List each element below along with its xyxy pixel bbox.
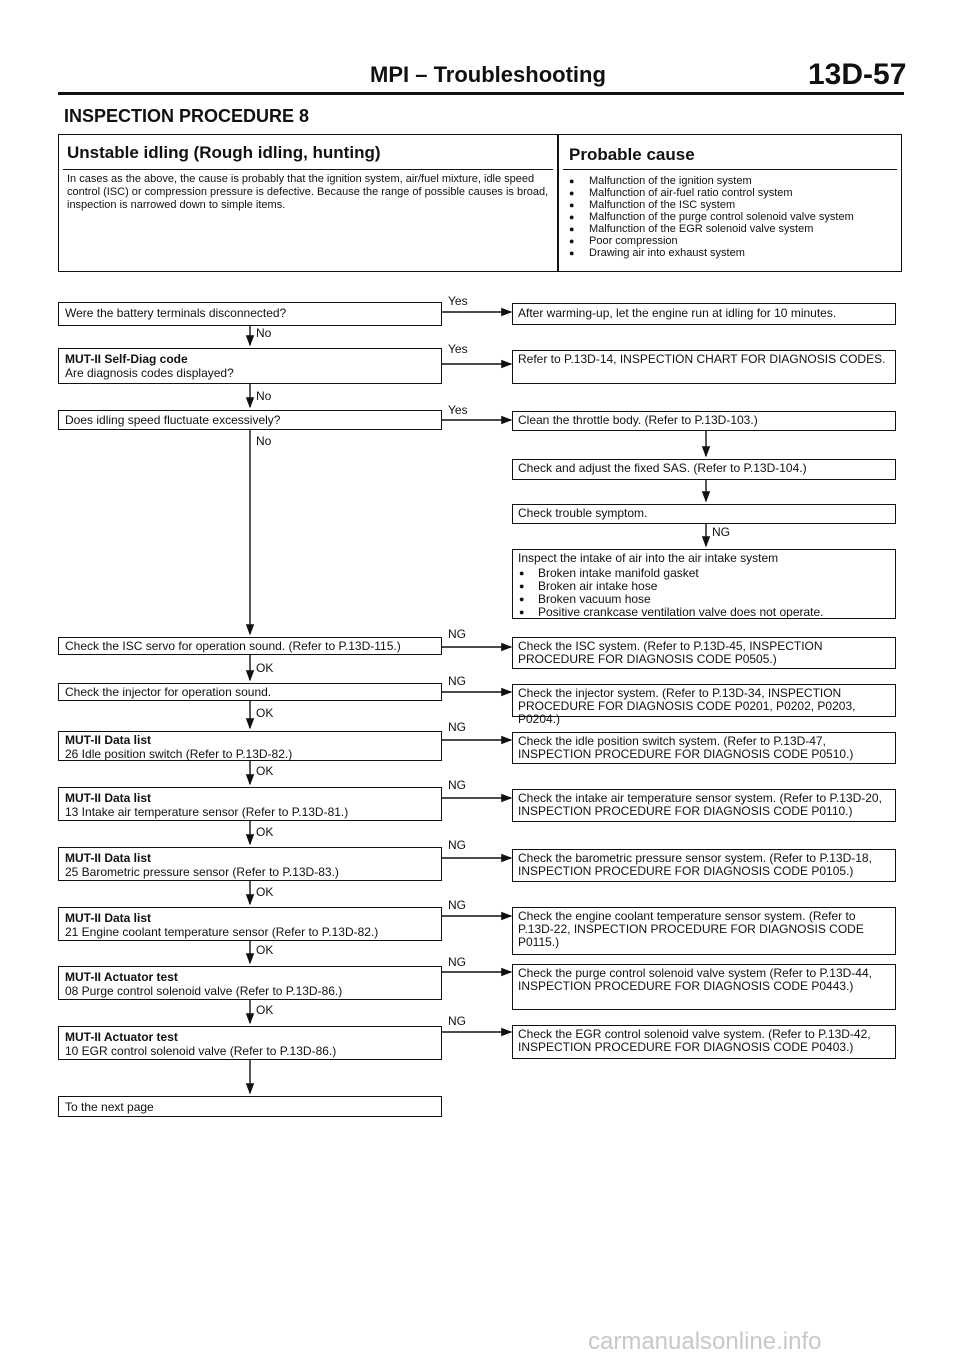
check-result-box bbox=[512, 637, 896, 669]
check-result-box bbox=[512, 849, 896, 882]
diag-codes-result: Refer to P.13D-14, INSPECTION CHART FOR DIAGNOSIS CODES. bbox=[518, 352, 886, 366]
ok-label: OK bbox=[256, 885, 274, 899]
yes-label: Yes bbox=[448, 403, 468, 417]
inspect-item: ● Positive crankcase ventilation valve does not operate. bbox=[518, 606, 890, 619]
cause-item: ● Malfunction of the purge control solenoid valve system bbox=[567, 211, 899, 223]
no-label: No bbox=[256, 326, 272, 340]
check-result: Check the idle position switch system. (Refer to P.13D-47, INSPECTION PROCEDURE FOR DIAGNOSIS CODE P0510.) bbox=[518, 734, 854, 761]
check-result: Check the purge control solenoid valve system (Refer to P.13D-44, INSPECTION PROCEDURE FOR DIAGNOSIS CODE P0443.) bbox=[518, 966, 872, 993]
check-result: Check the barometric pressure sensor system. (Refer to P.13D-18, INSPECTION PROCEDURE FOR DIAGNOSIS CODE P0105.) bbox=[518, 851, 872, 878]
ok-label: OK bbox=[256, 825, 274, 839]
ng-label: NG bbox=[448, 778, 466, 792]
check-title: MUT-II Actuator test bbox=[65, 970, 178, 984]
cause-item: ● Drawing air into exhaust system bbox=[567, 247, 899, 259]
self-diag-title: MUT-II Self-Diag code bbox=[65, 352, 188, 366]
no-label: No bbox=[256, 434, 272, 448]
check-text: Check the injector for operation sound. bbox=[65, 685, 272, 699]
warm-up-result-box bbox=[512, 303, 896, 325]
next-page-text: To the next page bbox=[65, 1100, 154, 1114]
check-result: Check the intake air temperature sensor system. (Refer to P.13D-20, INSPECTION PROCEDURE FOR DIAGNOSIS CODE P0110.) bbox=[518, 791, 882, 818]
idle-fluctuate-question: Does idling speed fluctuate excessively? bbox=[65, 413, 281, 427]
check-box bbox=[58, 847, 442, 881]
check-result-box bbox=[512, 684, 896, 726]
self-diag-box bbox=[58, 348, 442, 384]
procedure-title: INSPECTION PROCEDURE 8 bbox=[64, 106, 310, 126]
check-box bbox=[58, 637, 442, 655]
battery-question-box bbox=[58, 302, 442, 326]
clean-throttle-box bbox=[512, 411, 896, 431]
check-title: MUT-II Actuator test bbox=[65, 1030, 178, 1044]
symptom-heading: Unstable idling (Rough idling, hunting) bbox=[67, 143, 381, 162]
next-page-box bbox=[58, 1096, 442, 1117]
ng-label: NG bbox=[448, 955, 466, 969]
symptom-description: In cases as the above, the cause is probably that the ignition system, air/fuel mixture, idle speed control (ISC) or compression pressure is defective. Because the range of possible causes is broad, inspection is narrowed down to simple items. bbox=[67, 173, 549, 211]
check-symptom-step: Check trouble symptom. bbox=[518, 506, 648, 520]
inspect-item: ● Broken air intake hose bbox=[518, 580, 890, 593]
check-text: 25 Barometric pressure sensor (Refer to P.13D-83.) bbox=[65, 865, 339, 879]
check-result-box bbox=[512, 907, 896, 955]
check-result-box bbox=[512, 732, 896, 764]
ok-label: OK bbox=[256, 1003, 274, 1017]
cause-item: ● Malfunction of the ISC system bbox=[567, 199, 899, 211]
page-number: 13D-57 bbox=[808, 58, 907, 91]
check-title: MUT-II Data list bbox=[65, 851, 152, 865]
air-intake-inspect-box bbox=[512, 549, 896, 619]
check-result: Check the EGR control solenoid valve system. (Refer to P.13D-42, INSPECTION PROCEDURE FOR DIAGNOSIS CODE P0403.) bbox=[518, 1027, 871, 1054]
check-result-box bbox=[512, 964, 896, 1010]
cause-item: ● Malfunction of the EGR solenoid valve system bbox=[567, 223, 899, 235]
ok-label: OK bbox=[256, 943, 274, 957]
inspect-item: ● Broken vacuum hose bbox=[518, 593, 890, 606]
battery-question: Were the battery terminals disconnected? bbox=[65, 306, 287, 320]
cause-item: ● Poor compression bbox=[567, 235, 899, 247]
check-text: 13 Intake air temperature sensor (Refer to P.13D-81.) bbox=[65, 805, 349, 819]
ng-label: NG bbox=[448, 720, 466, 734]
check-result: Check the injector system. (Refer to P.13D-34, INSPECTION PROCEDURE FOR DIAGNOSIS CODE P0201, P0202, P0203, P0204.) bbox=[518, 686, 856, 726]
diag-codes-result-box bbox=[512, 350, 896, 384]
check-text: 10 EGR control solenoid valve (Refer to P.13D-86.) bbox=[65, 1044, 337, 1058]
section-title: MPI – Troubleshooting bbox=[370, 62, 606, 87]
check-title: MUT-II Data list bbox=[65, 733, 152, 747]
check-result: Check the ISC system. (Refer to P.13D-45, INSPECTION PROCEDURE FOR DIAGNOSIS CODE P0505.) bbox=[518, 639, 823, 666]
yes-label: Yes bbox=[448, 342, 468, 356]
check-title: MUT-II Data list bbox=[65, 911, 152, 925]
check-text: 08 Purge control solenoid valve (Refer to P.13D-86.) bbox=[65, 984, 343, 998]
check-result-box bbox=[512, 789, 896, 822]
warm-up-result: After warming-up, let the engine run at idling for 10 minutes. bbox=[518, 306, 837, 320]
adjust-sas-step: Check and adjust the fixed SAS. (Refer to P.13D-104.) bbox=[518, 461, 807, 475]
ng-label: NG bbox=[448, 838, 466, 852]
check-box bbox=[58, 683, 442, 701]
self-diag-question: Are diagnosis codes displayed? bbox=[65, 366, 234, 380]
ok-label: OK bbox=[256, 764, 274, 778]
ng-label: NG bbox=[448, 1014, 466, 1028]
check-symptom-box bbox=[512, 504, 896, 524]
cause-item: ● Malfunction of the ignition system bbox=[567, 175, 899, 187]
adjust-sas-box bbox=[512, 459, 896, 480]
clean-throttle-step: Clean the throttle body. (Refer to P.13D-103.) bbox=[518, 413, 758, 427]
air-intake-inspect-list bbox=[518, 567, 890, 619]
check-result: Check the engine coolant temperature sensor system. (Refer to P.13D-22, INSPECTION PROCEDURE FOR DIAGNOSIS CODE P0115.) bbox=[518, 909, 864, 949]
cause-item: ● Malfunction of air-fuel ratio control system bbox=[567, 187, 899, 199]
no-label: No bbox=[256, 389, 272, 403]
ok-label: OK bbox=[256, 661, 274, 675]
check-text: 26 Idle position switch (Refer to P.13D-82.) bbox=[65, 747, 293, 761]
check-box bbox=[58, 731, 442, 761]
check-text: 21 Engine coolant temperature sensor (Refer to P.13D-82.) bbox=[65, 925, 379, 939]
watermark: carmanualsonline.info bbox=[588, 1328, 822, 1355]
ng-label: NG bbox=[448, 898, 466, 912]
ng-label: NG bbox=[448, 674, 466, 688]
inspect-item: ● Broken intake manifold gasket bbox=[518, 567, 890, 580]
probable-cause-heading: Probable cause bbox=[569, 145, 695, 164]
ng-label: NG bbox=[448, 627, 466, 641]
ng-label: NG bbox=[712, 525, 730, 539]
air-intake-inspect-title: Inspect the intake of air into the air intake system bbox=[518, 551, 779, 565]
check-box bbox=[58, 907, 442, 941]
idle-fluctuate-box bbox=[58, 410, 442, 430]
check-text: Check the ISC servo for operation sound. (Refer to P.13D-115.) bbox=[65, 639, 401, 653]
check-box bbox=[58, 966, 442, 1000]
ok-label: OK bbox=[256, 706, 274, 720]
check-box bbox=[58, 787, 442, 821]
check-box bbox=[58, 1026, 442, 1060]
check-title: MUT-II Data list bbox=[65, 791, 152, 805]
yes-label: Yes bbox=[448, 294, 468, 308]
check-result-box bbox=[512, 1025, 896, 1059]
